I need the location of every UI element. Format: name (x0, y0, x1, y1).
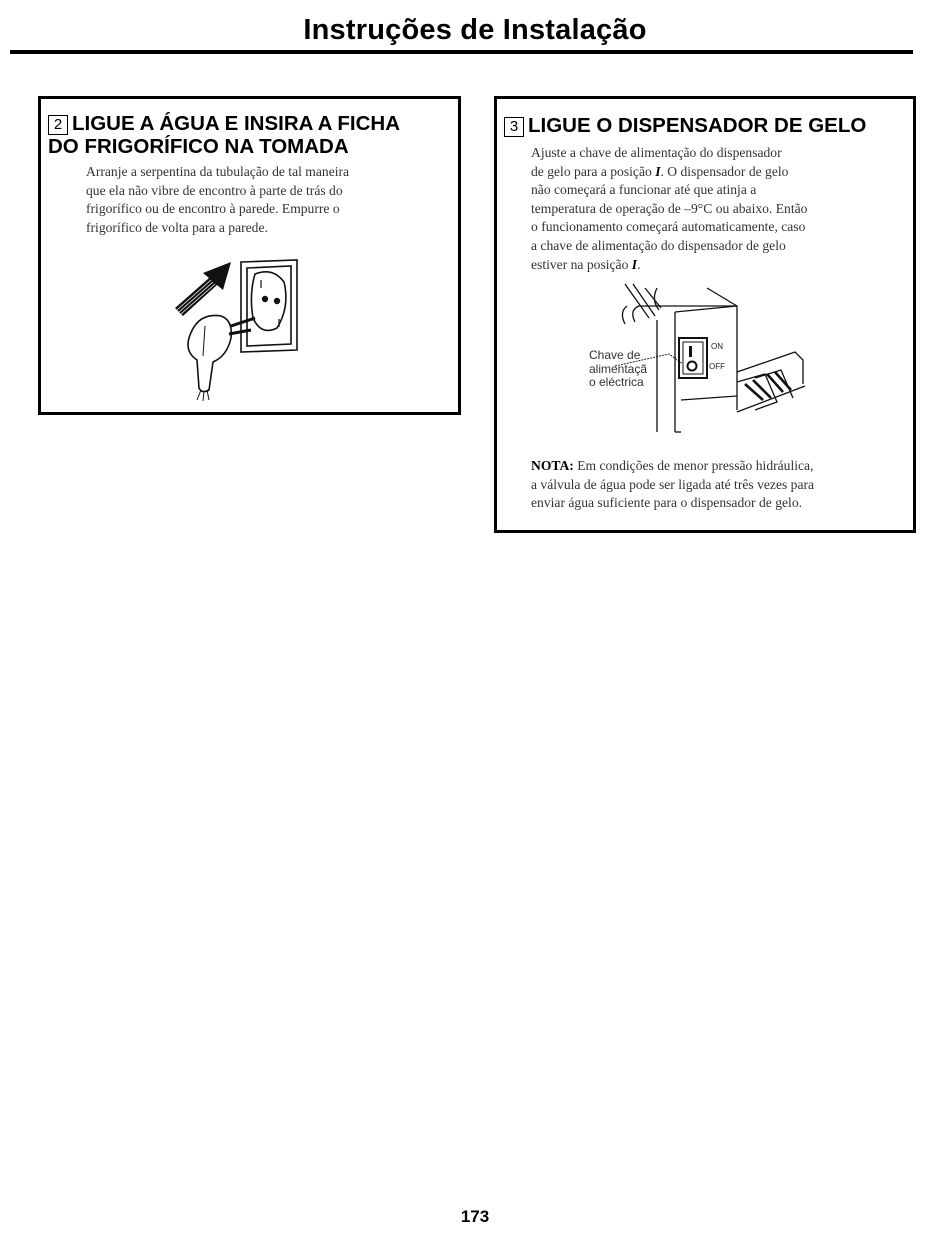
title-rule (10, 50, 913, 54)
step-3-body-line: temperatura de operação de –9°C ou abaixo. Então (531, 200, 808, 216)
power-switch-callout: Chave de alimentaçã o eléctrica (589, 348, 648, 389)
step-2-body-line: frigorífico de volta para a parede. (86, 219, 268, 235)
step-3-body (531, 144, 911, 274)
step-3-body-line: o funcionamento começará automaticamente, caso (531, 219, 806, 235)
step-2-box (38, 96, 461, 415)
step-2-body-line: que ela não vibre de encontro à parte de trás do (86, 182, 343, 198)
page-title: Instruções de Instalação (303, 14, 647, 46)
step-3-body-line: Ajuste a chave de alimentação do dispensador (531, 145, 782, 160)
step-2-heading (48, 112, 458, 158)
step-3-body-line: de gelo para a posição I. O dispensador de gelo (531, 163, 789, 179)
step-2-body (86, 163, 456, 237)
position-symbol: I (655, 163, 661, 179)
step-2-heading-line1: LIGUE A ÁGUA E INSIRA A FICHA (72, 112, 400, 135)
step-2-body-line: frigorífico ou de encontro à parede. Empurre o (86, 201, 340, 217)
step-3-box (494, 96, 916, 533)
step-3-heading-text: LIGUE O DISPENSADOR DE GELO (528, 114, 867, 137)
step-3-heading (504, 114, 914, 137)
wall-outlet-icon (241, 260, 297, 352)
step-3-number: 3 (504, 117, 524, 137)
step-3-body-line: não começará a funcionar até que atinja a (531, 182, 757, 198)
arrow-icon (175, 262, 231, 316)
note-label: NOTA: (531, 458, 574, 473)
switch-off-label: OFF (709, 362, 725, 371)
position-symbol: I (631, 256, 638, 272)
switch-on-label: ON (711, 342, 723, 351)
power-switch-icon (679, 338, 707, 378)
page-number: 173 (460, 1207, 490, 1226)
step-2-body-line: Arranje a serpentina da tubulação de tal maneira (86, 164, 350, 179)
step-3-note: NOTA: Em condições de menor pressão hidráulica, a válvula de água pode ser ligada até três vezes para enviar água suficiente para o dispensador de gelo. (531, 458, 815, 511)
step-3-body-line: a chave de alimentação do dispensador de gelo (531, 237, 786, 253)
step-3-body-line: estiver na posição I. (531, 256, 641, 272)
step-2-number: 2 (48, 115, 68, 135)
plug-and-outlet-illustration (169, 252, 319, 402)
step-2-heading-line2: DO FRIGORÍFICO NA TOMADA (48, 135, 349, 158)
